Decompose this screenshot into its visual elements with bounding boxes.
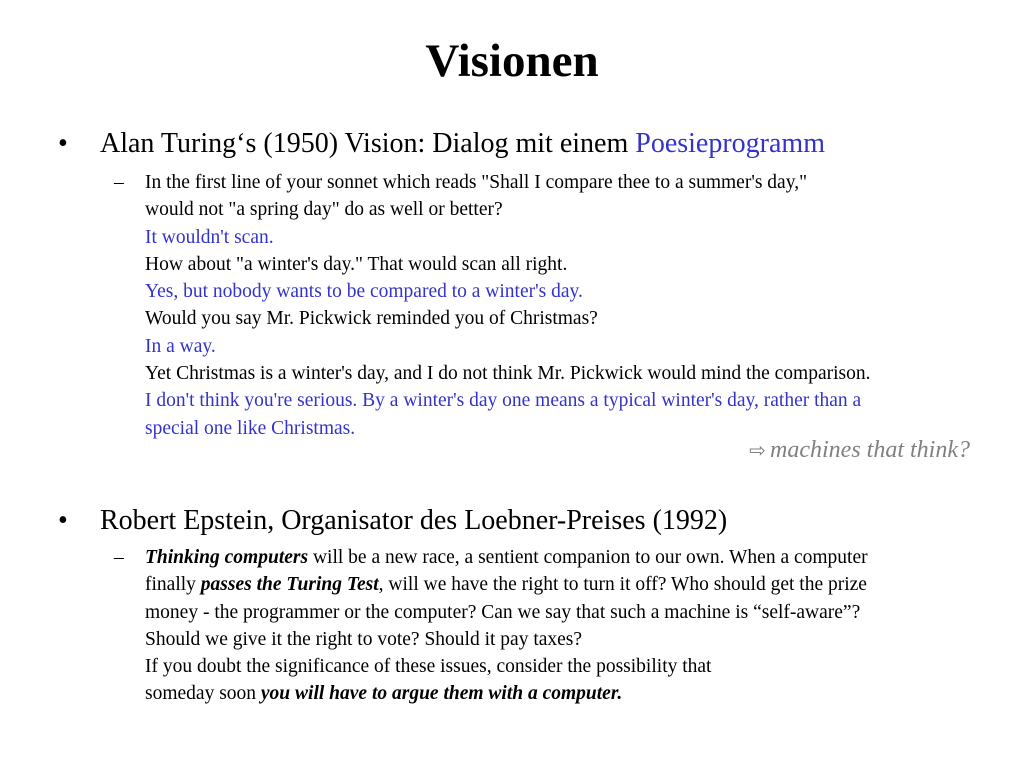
argue-emphasis: you will have to argue them with a computer. xyxy=(260,683,623,705)
bullet-marker: • xyxy=(58,505,68,536)
quote-line-1-rest: will be a new race, a sentient companion to our own. When a computer xyxy=(308,547,868,568)
dialog-question-4: Yet Christmas is a winter's day, and I do not think Mr. Pickwick would mind the comparison. xyxy=(145,363,871,385)
dash-marker: – xyxy=(114,547,124,568)
bullet-turing xyxy=(58,127,825,161)
quote-line-2-start: finally xyxy=(145,574,201,596)
machines-note-text: machines that think? xyxy=(770,437,970,463)
bullet-marker: • xyxy=(58,128,68,159)
bullet-epstein-text: Robert Epstein, Organisator des Loebner-Preises (1992) xyxy=(100,505,728,536)
turing-dialog xyxy=(114,169,994,442)
bullet-epstein xyxy=(58,504,727,538)
arrow-right-icon: ⇨ xyxy=(749,438,767,462)
turing-test-emphasis: passes the Turing Test xyxy=(200,574,379,596)
dialog-reply-4-cont: special one like Christmas. xyxy=(145,417,356,439)
dialog-reply-4: I don't think you're serious. By a winter's day one means a typical winter's day, rather than a xyxy=(145,390,862,412)
bullet-turing-text: Alan Turing‘s (1950) Vision: Dialog mit einem xyxy=(100,128,636,159)
dialog-question-1: In the first line of your sonnet which reads "Shall I compare thee to a summer's day," xyxy=(145,172,808,193)
epstein-quote xyxy=(114,544,994,708)
quote-line-3: money - the programmer or the computer? Can we say that such a machine is “self-aware”? xyxy=(145,601,861,623)
quote-line-5: If you doubt the significance of these issues, consider the possibility that xyxy=(145,656,712,678)
quote-line-6-start: someday soon xyxy=(145,683,261,705)
quote-line-2-rest: , will we have the right to turn it off? Who should get the prize xyxy=(378,574,867,596)
dialog-question-3: Would you say Mr. Pickwick reminded you of Christmas? xyxy=(145,308,598,330)
dash-marker: – xyxy=(114,172,124,193)
quote-line-6 xyxy=(145,680,994,707)
poesieprogramm-highlight: Poesieprogramm xyxy=(635,128,825,159)
dialog-reply-2: Yes, but nobody wants to be compared to a winter's day. xyxy=(145,281,583,303)
quote-line-4: Should we give it the right to vote? Should it pay taxes? xyxy=(145,628,583,650)
dialog-question-2: How about "a winter's day." That would scan all right. xyxy=(145,253,568,275)
machines-note xyxy=(749,434,970,466)
quote-line-2 xyxy=(145,571,994,598)
dialog-question-1-cont: would not "a spring day" do as well or better? xyxy=(145,199,503,221)
thinking-computers-emphasis: Thinking computers xyxy=(145,547,309,568)
slide-title: Visionen xyxy=(425,35,599,87)
dialog-reply-3: In a way. xyxy=(145,335,216,357)
quote-line-1 xyxy=(145,544,994,571)
dialog-reply-1: It wouldn't scan. xyxy=(145,226,274,248)
